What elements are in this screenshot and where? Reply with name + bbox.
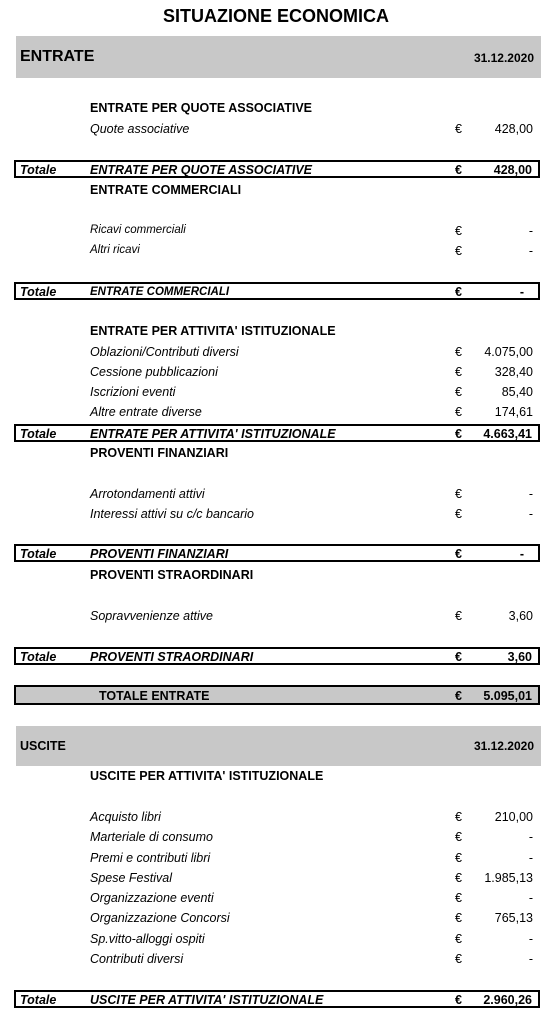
item-currency: € (455, 224, 462, 238)
item-label: Acquisto libri (90, 810, 161, 824)
section-heading-straordinari: PROVENTI STRAORDINARI (90, 568, 254, 582)
item-label: Organizzazione eventi (90, 891, 214, 905)
item-label: Quote associative (90, 122, 190, 136)
item-currency: € (455, 507, 462, 521)
item-currency: € (455, 891, 462, 905)
total-label: Totale (20, 547, 57, 561)
total-value: - (519, 285, 524, 299)
total-row-straordinari (14, 647, 540, 665)
item-value: 428,00 (494, 122, 533, 136)
total-value: - (519, 547, 524, 561)
total-currency: € (455, 427, 462, 441)
item-label: Contributi diversi (90, 952, 184, 966)
total-currency: € (455, 993, 462, 1007)
item-value: 328,40 (494, 365, 533, 379)
item-value: 3,60 (508, 609, 533, 623)
item-currency: € (455, 405, 462, 419)
item-label: Sp.vitto-alloggi ospiti (90, 932, 205, 946)
item-value: - (528, 952, 533, 966)
total-value: 2.960,26 (483, 993, 532, 1007)
total-currency: € (455, 650, 462, 664)
total-currency: € (455, 285, 462, 299)
total-name: ENTRATE COMMERCIALI (90, 286, 230, 298)
total-row-quote (14, 160, 540, 178)
entrate-header-label: ENTRATE (20, 48, 95, 65)
grand-total-value: 5.095,01 (483, 689, 532, 703)
item-currency: € (455, 952, 462, 966)
item-value: - (528, 224, 533, 238)
total-name: PROVENTI STRAORDINARI (90, 650, 254, 664)
item-currency: € (455, 487, 462, 501)
total-row-commerciali (14, 282, 540, 300)
item-label: Ricavi commerciali (90, 224, 186, 236)
item-label: Premi e contributi libri (90, 851, 211, 865)
total-name: ENTRATE PER QUOTE ASSOCIATIVE (90, 163, 313, 177)
uscite-header-label: USCITE (20, 739, 66, 753)
item-label: Spese Festival (90, 871, 172, 885)
item-label: Organizzazione Concorsi (90, 911, 230, 925)
uscite-header-band (16, 726, 541, 766)
total-label: Totale (20, 993, 57, 1007)
item-label: Oblazioni/Contributi diversi (90, 345, 239, 359)
item-currency: € (455, 851, 462, 865)
total-row-uscite (14, 990, 540, 1008)
item-currency: € (455, 122, 462, 136)
uscite-header-date: 31.12.2020 (473, 739, 534, 753)
section-heading-finanziari: PROVENTI FINANZIARI (90, 446, 229, 460)
item-value: 210,00 (494, 810, 533, 824)
item-currency: € (455, 932, 462, 946)
item-value: - (528, 487, 533, 501)
total-value: 3,60 (507, 650, 532, 664)
item-value: 4.075,00 (484, 345, 533, 359)
item-value: - (528, 244, 533, 258)
item-currency: € (455, 365, 462, 379)
item-value: - (528, 932, 533, 946)
item-label: Altri ricavi (90, 244, 140, 256)
grand-total-label: TOTALE ENTRATE (99, 689, 210, 703)
total-row-istituzionali (14, 424, 540, 442)
entrate-header-date: 31.12.2020 (473, 51, 534, 65)
item-currency: € (455, 244, 462, 258)
item-currency: € (455, 830, 462, 844)
item-value: 765,13 (494, 911, 533, 925)
total-name: USCITE PER ATTIVITA' ISTITUZIONALE (90, 993, 324, 1007)
grand-total-entrate (14, 685, 540, 705)
total-label: Totale (20, 427, 57, 441)
item-currency: € (455, 345, 462, 359)
item-value: 1.985,13 (484, 871, 533, 885)
item-label: Arrotondamenti attivi (90, 487, 205, 501)
item-label: Sopravvenienze attive (90, 609, 213, 623)
section-heading-uscite: USCITE PER ATTIVITA' ISTITUZIONALE (90, 769, 324, 783)
item-currency: € (455, 609, 462, 623)
item-currency: € (455, 810, 462, 824)
total-value: 4.663,41 (483, 427, 532, 441)
total-value: 428,00 (493, 163, 532, 177)
item-value: - (528, 851, 533, 865)
section-heading-commerciali: ENTRATE COMMERCIALI (90, 183, 242, 197)
item-label: Marteriale di consumo (90, 830, 213, 844)
item-value: 174,61 (494, 405, 533, 419)
total-currency: € (455, 547, 462, 561)
total-label: Totale (20, 285, 57, 299)
item-label: Altre entrate diverse (90, 405, 202, 419)
total-label: Totale (20, 163, 57, 177)
section-heading-istituzionali: ENTRATE PER ATTIVITA' ISTITUZIONALE (90, 324, 336, 338)
total-name: PROVENTI FINANZIARI (90, 547, 229, 561)
item-currency: € (455, 385, 462, 399)
item-currency: € (455, 911, 462, 925)
item-value: - (528, 507, 533, 521)
section-heading-quote: ENTRATE PER QUOTE ASSOCIATIVE (90, 101, 313, 115)
item-value: - (528, 830, 533, 844)
item-value: - (528, 891, 533, 905)
entrate-header-band (16, 36, 541, 78)
item-value: 85,40 (501, 385, 533, 399)
total-label: Totale (20, 650, 57, 664)
item-label: Interessi attivi su c/c bancario (90, 507, 254, 521)
grand-total-currency: € (455, 689, 462, 703)
total-currency: € (455, 163, 462, 177)
total-name: ENTRATE PER ATTIVITA' ISTITUZIONALE (90, 427, 336, 441)
total-row-finanziari (14, 544, 540, 562)
item-label: Iscrizioni eventi (90, 385, 176, 399)
page-title: SITUAZIONE ECONOMICA (162, 6, 389, 26)
item-currency: € (455, 871, 462, 885)
item-label: Cessione pubblicazioni (90, 365, 218, 379)
